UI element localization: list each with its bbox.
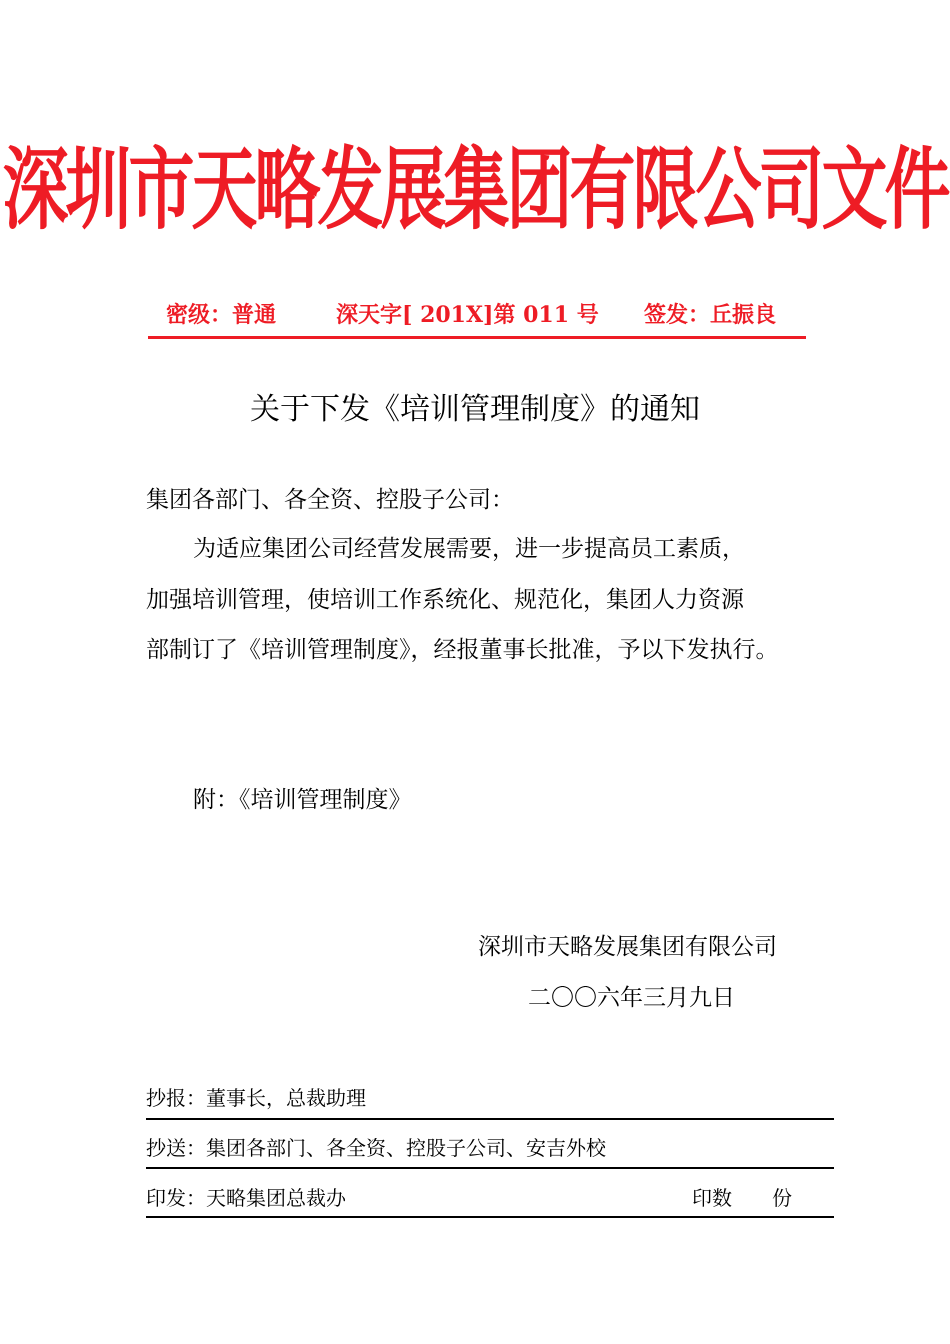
- footer-divider: [146, 1216, 834, 1218]
- classification-label: 密级：普通: [166, 302, 277, 328]
- notice-title: 关于下发《培训管理制度》的通知: [250, 392, 700, 427]
- signature-organization: 深圳市天略发展集团有限公司: [478, 934, 777, 960]
- document-header-title: 深圳市天略发展集团有限公司文件: [2, 138, 948, 243]
- attachment-note: 附：《培训管理制度》: [193, 787, 412, 813]
- paragraph-line: 加强培训管理，使培训工作系统化、规范化，集团人力资源: [146, 587, 744, 613]
- paragraph-line: 部制订了《培训管理制度》，经报董事长批准，予以下发执行。: [146, 637, 779, 663]
- signature-date: 二〇〇六年三月九日: [528, 985, 735, 1011]
- footer-divider: [146, 1167, 834, 1169]
- issuer-label: 签发：丘振良: [644, 302, 777, 328]
- salutation: 集团各部门、各全资、控股子公司：: [146, 487, 514, 513]
- printed-by: 印发：天略集团总裁办: [146, 1186, 346, 1210]
- red-divider: [148, 336, 806, 339]
- document-number: 深天字[ 201X]第 011 号: [336, 302, 599, 328]
- cc-send: 抄送：集团各部门、各全资、控股子公司、安吉外校: [146, 1136, 606, 1160]
- paragraph-line: 为适应集团公司经营发展需要，进一步提高员工素质，: [193, 536, 745, 562]
- print-count: 印数 份: [692, 1186, 792, 1210]
- cc-report: 抄报：董事长，总裁助理: [146, 1086, 366, 1110]
- footer-divider: [146, 1118, 834, 1120]
